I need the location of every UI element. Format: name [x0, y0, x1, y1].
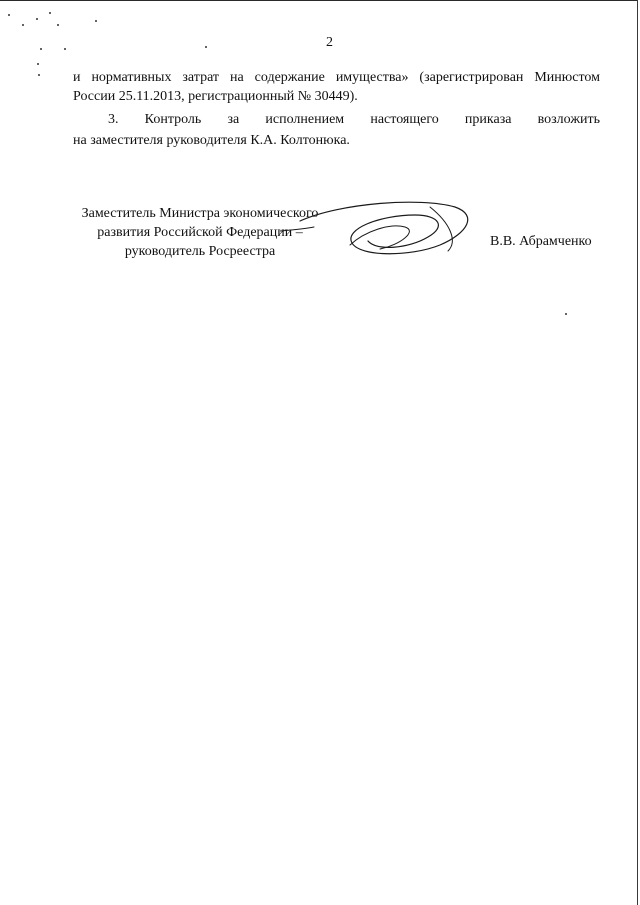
- scan-speck: [22, 24, 24, 26]
- scan-speck: [8, 14, 10, 16]
- scan-speck: [36, 18, 38, 20]
- scan-speck: [40, 48, 42, 50]
- scan-speck: [64, 48, 66, 50]
- scan-speck: [49, 12, 51, 14]
- scan-speck: [57, 24, 59, 26]
- signatory-title-line-3: руководитель Росреестра: [124, 244, 276, 259]
- scan-speck: [95, 20, 97, 22]
- body-line-1: и нормативных затрат на содержание имущества» (зарегистрирован Минюстом: [73, 70, 600, 85]
- scan-speck: [37, 63, 39, 65]
- page-number: 2: [326, 35, 333, 50]
- item-3-line-2: на заместителя руководителя К.А. Колтонюка.: [73, 133, 350, 148]
- signatory-title-line-2: развития Российской Федерации –: [97, 225, 303, 240]
- scan-speck: [565, 313, 567, 315]
- scan-speck: [205, 46, 207, 48]
- scan-speck: [38, 74, 40, 76]
- signatory-title-line-1: Заместитель Министра экономического: [81, 206, 319, 221]
- handwritten-signature-icon: [280, 193, 480, 273]
- page-top-edge: [0, 0, 638, 1]
- body-line-2: России 25.11.2013, регистрационный № 30449).: [73, 89, 358, 104]
- item-3-line-1: 3. Контроль за исполнением настоящего приказа возложить: [108, 112, 600, 127]
- page-right-edge: [637, 0, 638, 905]
- signatory-name: В.В. Абрамченко: [490, 234, 592, 249]
